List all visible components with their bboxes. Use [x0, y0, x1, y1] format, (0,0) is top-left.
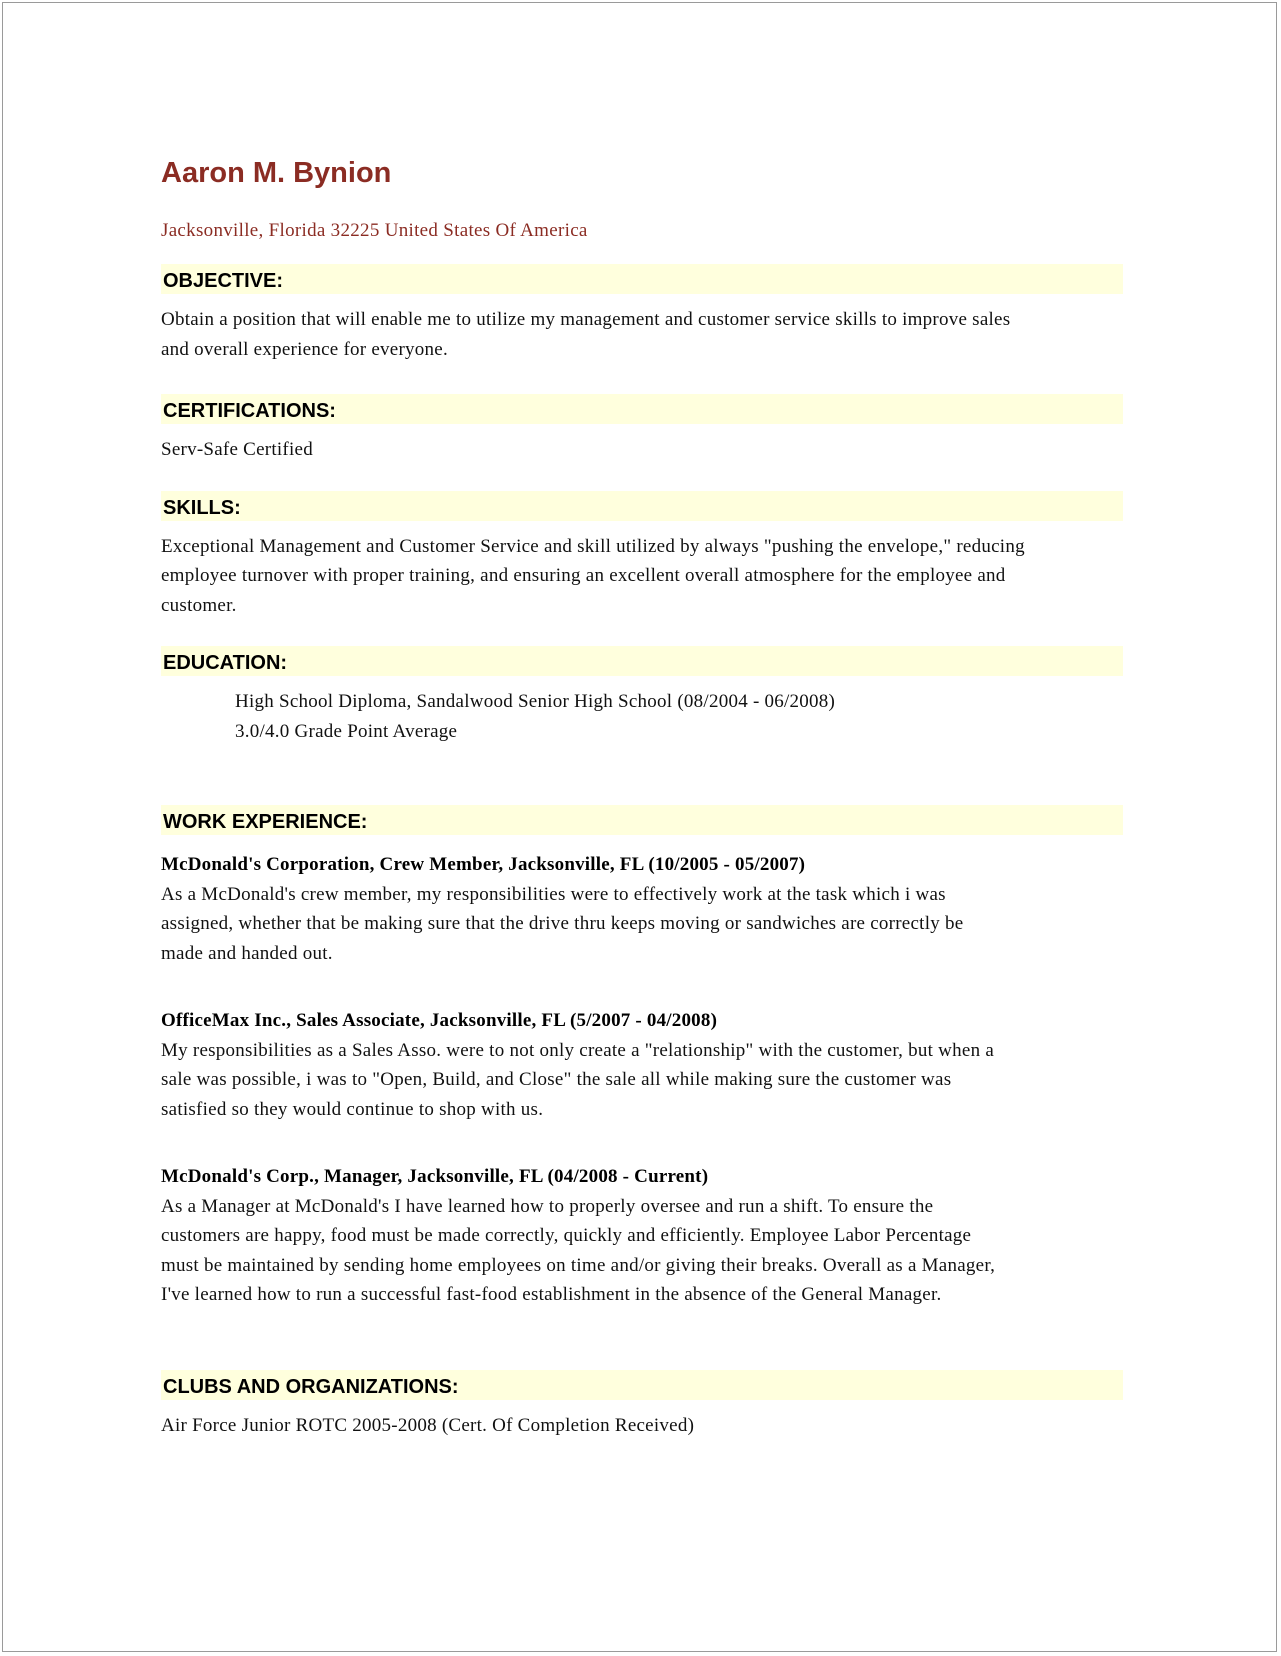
- job-description-line: customers are happy, food must be made correctly, quickly and efficiently. Employee Labor Percentage: [161, 1225, 972, 1246]
- job-description-line: sale was possible, i was to "Open, Build, and Close" the sale all while making sure the customer was: [161, 1069, 952, 1090]
- skills-heading: SKILLS:: [161, 491, 1123, 521]
- candidate-name: Aaron M. Bynion: [161, 157, 392, 189]
- skills-line: employee turnover with proper training, and ensuring an excellent overall atmosphere for the employee and: [161, 565, 1006, 586]
- objective-heading: OBJECTIVE:: [161, 264, 1123, 294]
- candidate-address: Jacksonville, Florida 32225 United States Of America: [161, 220, 588, 241]
- job-description-line: My responsibilities as a Sales Asso. were to not only create a "relationship" with the customer, but when a: [161, 1039, 994, 1061]
- job-description-line: As a McDonald's crew member, my responsibilities were to effectively work at the task which i was: [161, 883, 946, 905]
- skills-line: customer.: [161, 594, 237, 616]
- certifications-heading: CERTIFICATIONS:: [161, 394, 1123, 424]
- objective-line: Obtain a position that will enable me to utilize my management and customer service skills to improve sales: [161, 309, 1011, 330]
- job-entry: [161, 850, 1123, 968]
- job-title: OfficeMax Inc., Sales Associate, Jacksonville, FL (5/2007 - 04/2008): [161, 1010, 718, 1031]
- job-entry: [161, 1162, 1123, 1310]
- education-line: 3.0/4.0 Grade Point Average: [235, 720, 458, 742]
- education-body: [161, 687, 1123, 746]
- job-description-line: As a Manager at McDonald's I have learned how to properly oversee and run a shift. To ensure the: [161, 1195, 934, 1217]
- job-description-line: satisfied so they would continue to shop with us.: [161, 1098, 544, 1120]
- certifications-body: [161, 435, 1123, 465]
- club-item: Air Force Junior ROTC 2005-2008 (Cert. Of Completion Received): [161, 1414, 695, 1436]
- resume-page: [2, 2, 1277, 1652]
- job-entry: [161, 1006, 1123, 1124]
- skills-body: [161, 532, 1123, 621]
- objective-body: [161, 305, 1123, 364]
- education-line: High School Diploma, Sandalwood Senior High School (08/2004 - 06/2008): [235, 691, 836, 712]
- skills-line: Exceptional Management and Customer Service and skill utilized by always "pushing the envelope," reducing: [161, 535, 1025, 557]
- job-description-line: I've learned how to run a successful fast-food establishment in the absence of the General Manager.: [161, 1284, 942, 1305]
- education-heading: EDUCATION:: [161, 646, 1123, 676]
- clubs-body: [161, 1411, 1123, 1441]
- job-description-line: made and handed out.: [161, 942, 333, 964]
- job-description-line: assigned, whether that be making sure that the drive thru keeps moving or sandwiches are correctly be: [161, 913, 964, 934]
- job-title: McDonald's Corporation, Crew Member, Jacksonville, FL (10/2005 - 05/2007): [161, 854, 806, 875]
- clubs-heading: CLUBS AND ORGANIZATIONS:: [161, 1370, 1123, 1400]
- work-experience-heading: WORK EXPERIENCE:: [161, 805, 1123, 835]
- job-title: McDonald's Corp., Manager, Jacksonville, FL (04/2008 - Current): [161, 1166, 709, 1187]
- certification-item: Serv-Safe Certified: [161, 439, 313, 460]
- objective-line: and overall experience for everyone.: [161, 338, 448, 360]
- job-description-line: must be maintained by sending home employees on time and/or giving their breaks. Overall as a Manager,: [161, 1254, 996, 1276]
- resume-content: [161, 153, 1123, 1440]
